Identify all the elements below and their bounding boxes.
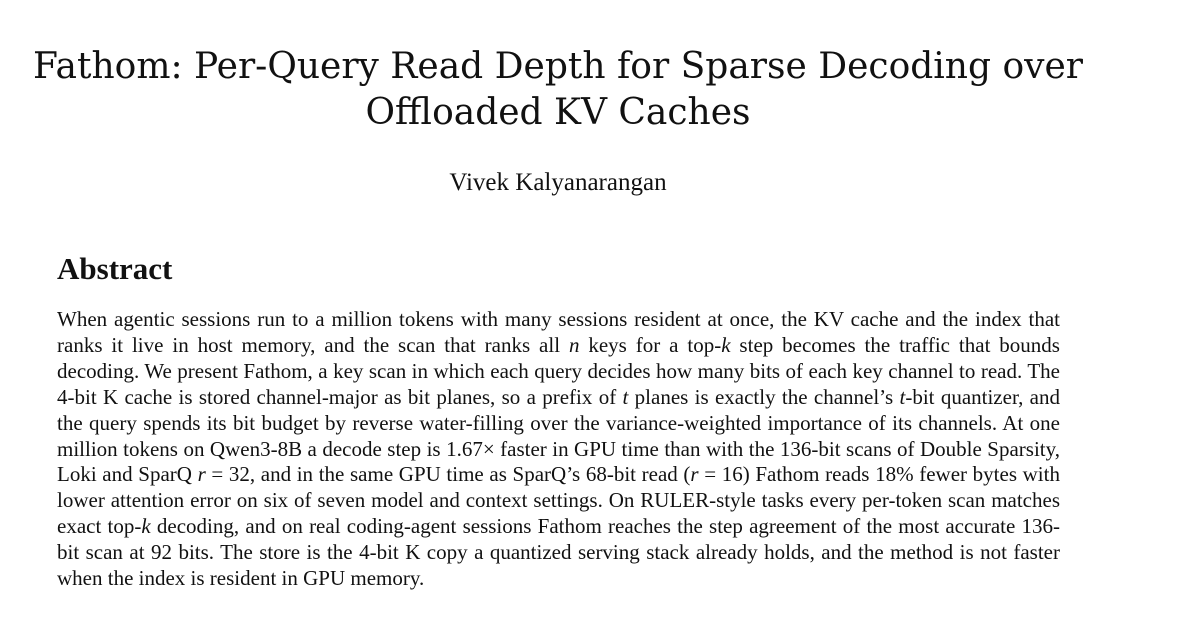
abstract-segment: planes is exactly the channel’s [628,384,900,409]
paper-author: Vivek Kalyanarangan [449,169,667,196]
abstract-segment: = 32, and in the same GPU time as SparQ’s 68-bit read ( [205,462,691,487]
abstract-segment: keys for a top- [579,332,722,357]
abstract-math: r [690,462,699,487]
abstract-heading: Abstract [57,251,173,286]
abstract-segment: -bit quantizer, and the query spends its bit budget by reverse water-filling over the variance-weighted importance of its channels. At one million tokens on Qwen3-8B a decode step is 1.67× faster in GPU time than with the 136-bit scans of Double Sparsity, Loki and SparQ [57,384,1060,487]
abstract-segment: decoding, and on real coding-agent sessions Fathom reaches the step agreement of the most accurate 136-bit scan at 92 bits. The store is the 4-bit K copy a quantized serving stack already holds, and the method is not faster when the index is resident in GPU memory. [57,514,1060,591]
abstract-math: r [197,462,206,487]
abstract-math: t [622,384,629,409]
abstract-math: t [899,384,906,409]
abstract-math: k [721,332,731,357]
abstract-segment: step becomes the traffic that bounds decoding. We present Fathom, a key scan in which each query decides how many bits of each key channel to read. The 4-bit K cache is stored channel-major as bit planes, so a prefix of [57,332,1060,409]
abstract-segment: When agentic sessions run to a million tokens with many sessions resident at once, the KV cache and the index that ranks it live in host memory, and the scan that ranks all [57,307,1060,357]
paper-title: Fathom: Per-Query Read Depth for Sparse Decoding over Offloaded KV Caches [33,46,1083,133]
abstract-math: k [141,514,151,539]
abstract-body [57,307,1060,592]
abstract-segment: = 16) Fathom reads 18% fewer bytes with lower attention error on six of seven model and context settings. On RULER-style tasks every per-token scan matches exact top- [57,462,1060,539]
abstract-math: n [568,332,580,357]
